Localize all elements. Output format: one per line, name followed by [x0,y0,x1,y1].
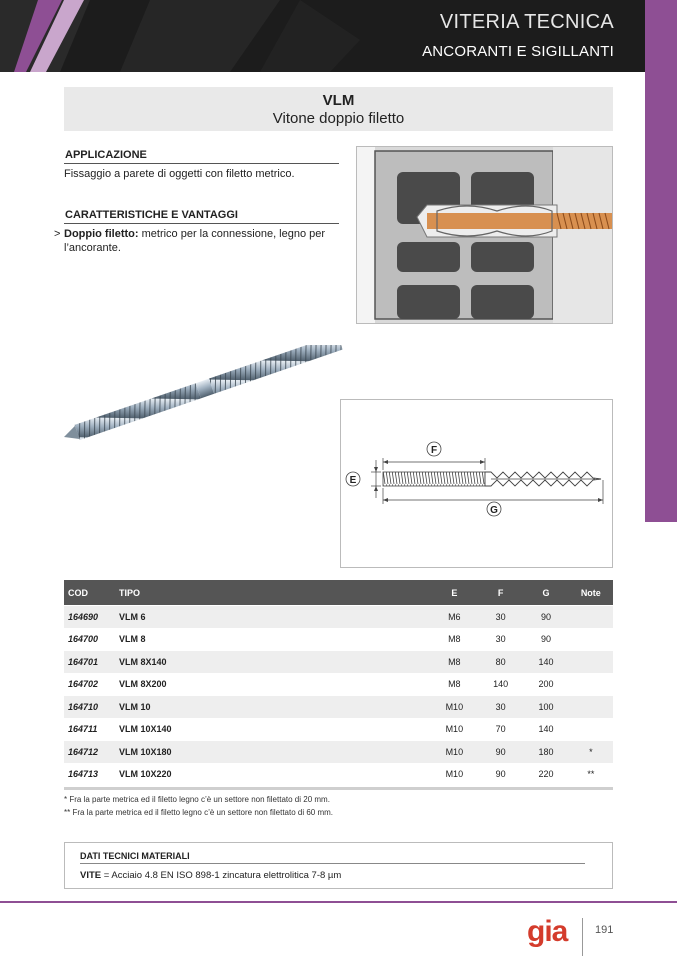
header-cod: COD [68,587,88,598]
product-description: Vitone doppio filetto [272,110,405,127]
cell-tipo: VLM 8 [119,634,146,645]
header-f: F [497,587,504,598]
materials-heading: DATI TECNICI MATERIALI [80,851,585,864]
cell-e: M10 [445,769,464,780]
cell-e: M10 [445,724,464,735]
header-tipo: TIPO [119,587,141,598]
cell-f: 30 [495,634,506,645]
cell-f: 30 [495,611,506,622]
header-note: Note [580,587,601,598]
feature-item-bold: Doppio filetto: [64,228,139,240]
cell-f: 90 [495,746,506,757]
table-row [64,695,613,718]
cell-f: 30 [495,701,506,712]
materials-label: VITE [80,870,102,881]
application-text: Fissaggio a parete di oggetti con filetto metrico. [64,168,295,180]
header-e: E [451,587,458,598]
cell-e: M10 [445,746,464,757]
cell-cod: 164711 [68,724,98,735]
footer-separator [582,918,583,956]
table-header [64,580,613,605]
header-g: G [542,587,550,598]
cell-g: 90 [540,611,551,622]
cell-e: M8 [448,634,461,645]
cell-e: M10 [445,701,464,712]
cell-cod: 164713 [68,769,99,780]
cell-g: 100 [538,701,554,712]
header-subcategory: ANCORANTI E SIGILLANTI [422,43,614,60]
feature-bullet: > [54,228,61,240]
cell-cod: 164702 [68,679,99,690]
table-row [64,740,613,763]
cell-cod: 164690 [68,611,99,622]
cell-note: * [589,746,593,757]
screw-photo [60,345,350,455]
diagram-label-e: E [349,475,357,486]
cell-f: 80 [495,656,506,667]
cell-note: ** [587,769,595,780]
cell-tipo: VLM 8X200 [119,679,167,690]
materials-box [64,842,613,889]
cell-tipo: VLM 8X140 [119,656,167,667]
diagram-label-f: F [430,445,438,456]
footer-rule [0,901,677,903]
materials-text [80,870,341,881]
feature-item [64,227,336,241]
cell-cod: 164701 [68,656,99,667]
materials-spec: = Acciaio 4.8 EN ISO 898-1 zincatura elettrolitica 7-8 µm [101,870,342,881]
page-header [0,0,677,72]
footnote-2: ** Fra la parte metrica ed il filetto legno c’è un settore non filettato di 60 mm. [64,808,334,817]
table-row [64,673,613,696]
cell-f: 140 [493,679,509,690]
page-number: 191 [595,924,614,936]
cell-g: 140 [538,656,554,667]
dimension-diagram [340,399,613,568]
product-table [64,580,613,785]
table-row [64,605,613,628]
cell-g: 200 [538,679,554,690]
application-heading: APPLICAZIONE [64,149,339,164]
section-tab [645,0,677,522]
cell-tipo: VLM 10X180 [119,746,172,757]
table-row [64,763,613,786]
table-row [64,718,613,741]
cell-e: M8 [448,656,461,667]
feature-item-line2: l’ancorante. [64,242,121,254]
cell-e: M8 [448,679,461,690]
brand-logo: gia [527,915,568,948]
header-category: VITERIA TECNICA [439,11,614,33]
cell-cod: 164700 [68,634,99,645]
cell-cod: 164712 [68,746,99,757]
cell-tipo: VLM 10X220 [119,769,172,780]
diagram-label-g: G [490,505,498,516]
features-heading: CARATTERISTICHE E VANTAGGI [64,209,339,224]
cell-f: 70 [495,724,506,735]
table-row [64,628,613,651]
footnote-1: * Fra la parte metrica ed il filetto legno c’è un settore non filettato di 20 mm. [64,795,330,804]
table-bottom-rule [64,787,613,790]
feature-item-line1: metrico per la connessione, legno per [141,228,326,240]
product-title-box [64,87,613,131]
table-row [64,650,613,673]
cell-cod: 164710 [68,701,99,712]
cell-tipo: VLM 6 [119,611,146,622]
cell-g: 180 [538,746,554,757]
cell-tipo: VLM 10 [119,701,151,712]
cell-g: 90 [540,634,551,645]
cell-g: 220 [538,769,554,780]
product-code-name: VLM [322,92,355,109]
cell-f: 90 [495,769,506,780]
cell-e: M6 [448,611,461,622]
table-body [64,605,613,785]
cell-tipo: VLM 10X140 [119,724,172,735]
installation-photo [356,146,613,324]
cell-g: 140 [538,724,554,735]
